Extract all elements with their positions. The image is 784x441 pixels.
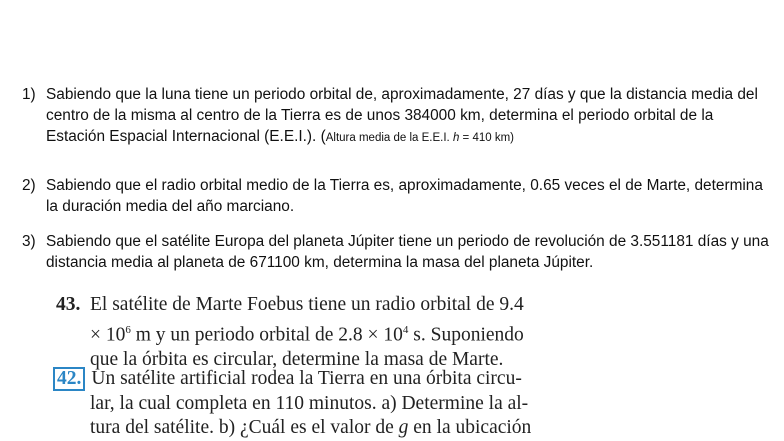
problem-line: lar, la cual completa en 110 minutos. a) Determine la al- <box>90 392 529 414</box>
question-1 <box>22 84 772 149</box>
question-text: Sabiendo que el radio orbital medio de la Tierra es, aproximadamente, 0.65 veces el de Marte, determina la duración media del año marciano. <box>46 177 763 215</box>
textbook-problem-42 <box>56 367 616 441</box>
problem-line: que la órbita es circular, determine la masa de Marte. <box>90 348 504 370</box>
question-note: Altura media de la E.E.I. h = 410 km) <box>325 132 514 144</box>
question-2 <box>22 175 772 217</box>
problem-line: × $10^6$ m y un periodo orbital de $2.8 \times 10^4$ s. Suponiendo <box>90 323 524 345</box>
question-text: Sabiendo que la luna tiene un periodo orbital de, aproximadamente, 27 días y que la distancia media del centro de la misma al centro de la Tierra es de unos 384000 km, determina el periodo orbital de la Estación Espacial Internacional (E.E.I.). ( <box>46 86 758 145</box>
question-number: 3) <box>22 233 36 250</box>
question-text: Sabiendo que el satélite Europa del planeta Júpiter tiene un periodo de revolución de 3.551181 días y una distancia media al planeta de 671100 km, determina la masa del planeta Júpiter. <box>46 233 769 271</box>
problem-number-boxed: 42. <box>53 367 85 391</box>
question-3 <box>22 231 772 273</box>
problem-line: tura del satélite. b) ¿Cuál es el valor de g en la ubicación <box>90 417 532 438</box>
question-number: 1) <box>22 86 36 103</box>
problem-number: 43. <box>56 294 81 315</box>
problem-line: 43. El satélite de Marte Foebus tiene un radio orbital de 9.4 <box>56 293 616 318</box>
problem-line: 42. Un satélite artificial rodea la Tierra en una órbita circu- <box>56 367 616 392</box>
textbook-problem-43 <box>56 293 616 372</box>
question-number: 2) <box>22 177 36 194</box>
